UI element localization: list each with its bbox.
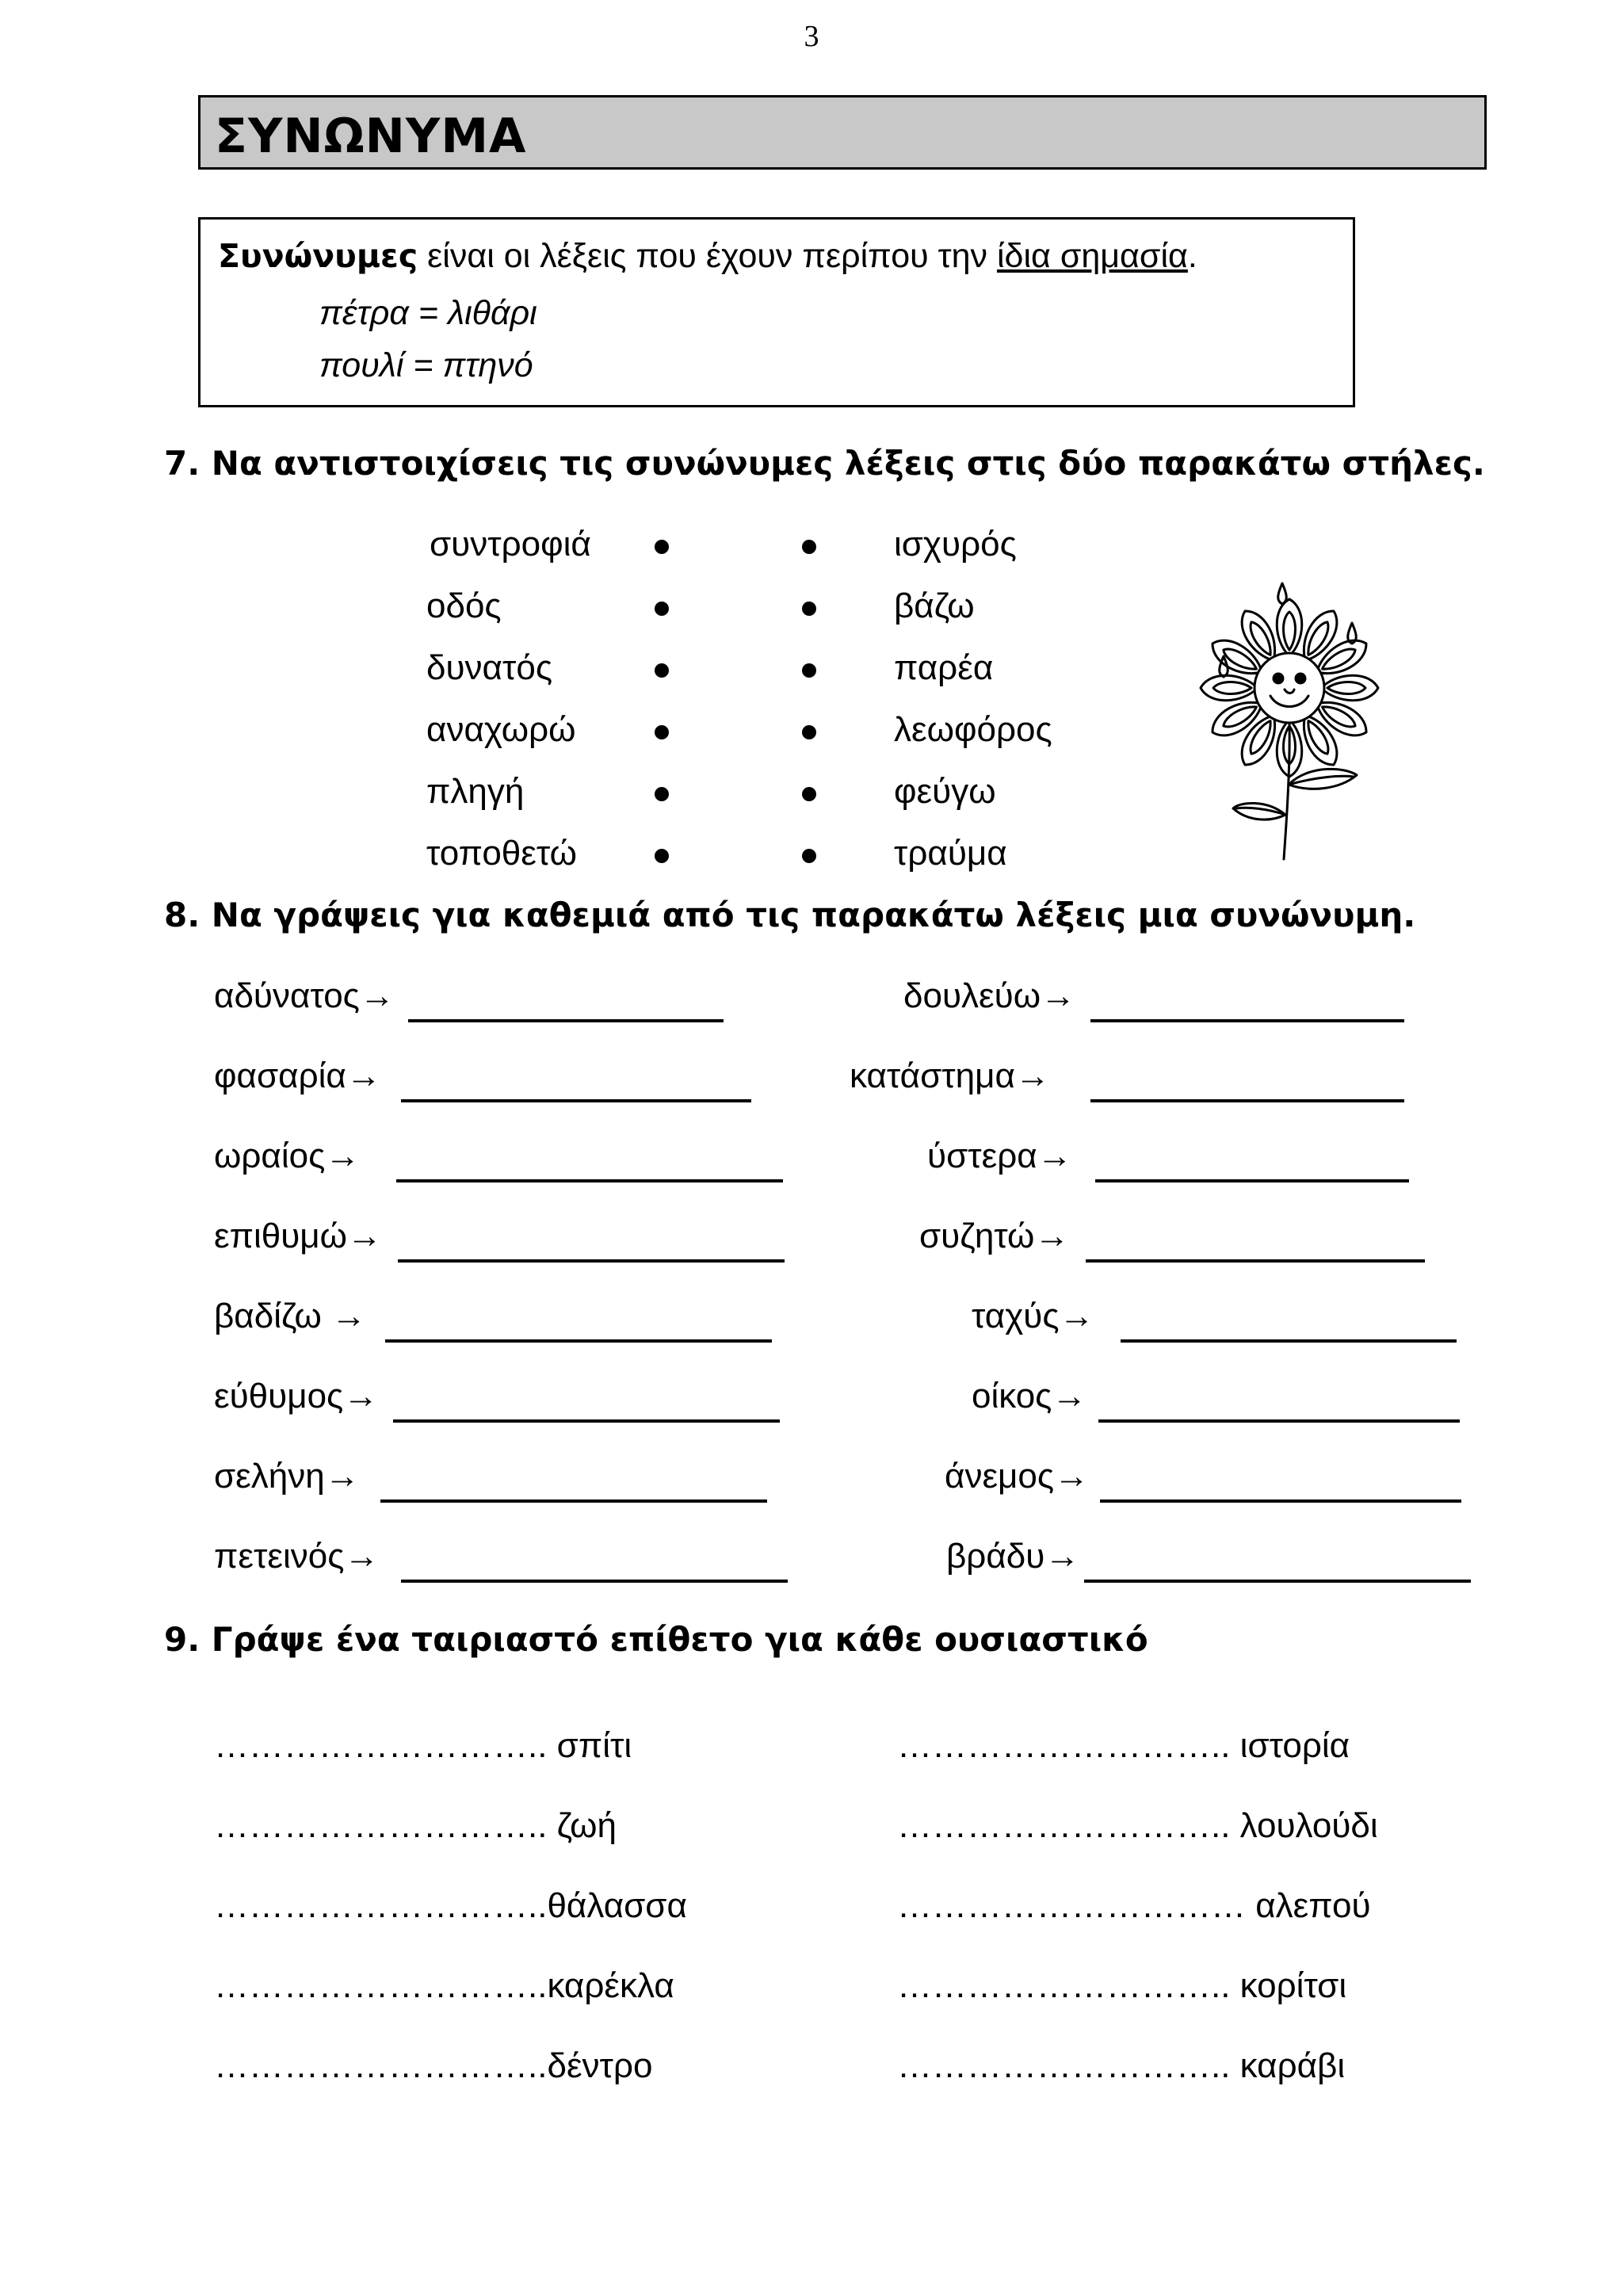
match-right-word: φεύγω <box>894 772 996 811</box>
match-left-word: πληγή <box>426 772 525 811</box>
definition-end: . <box>1187 237 1197 275</box>
synonym-word: πετεινός→ <box>214 1537 380 1576</box>
synonym-word: επιθυμώ→ <box>214 1217 382 1255</box>
definition-body: είναι οι λέξεις που έχουν περίπου την <box>418 237 997 275</box>
synonym-word: οίκος→ <box>972 1377 1087 1415</box>
arrow-icon: → <box>346 1056 381 1095</box>
match-right-word: βάζω <box>894 586 975 625</box>
adjective-blank-row[interactable]: ………………………..δέντρο <box>214 2046 653 2085</box>
adjective-blank-row[interactable]: ……………………….. ιστορία <box>897 1726 1350 1765</box>
match-left-word: οδός <box>426 586 502 625</box>
match-dot-right[interactable] <box>802 540 816 554</box>
definition-example-1: πέτρα = λιθάρι <box>319 294 537 332</box>
match-right-word: λεωφόρος <box>894 710 1052 749</box>
page-number: 3 <box>804 20 819 53</box>
synonym-word: άνεμος→ <box>945 1457 1090 1496</box>
adjective-blank-row[interactable]: ………………………..καρέκλα <box>214 1966 674 2005</box>
arrow-icon: → <box>344 1537 380 1576</box>
page-title: ΣΥΝΩΝΥΜΑ <box>215 109 527 164</box>
answer-line[interactable] <box>1095 1179 1409 1182</box>
flower-icon <box>1190 577 1398 862</box>
definition-text <box>218 237 1197 276</box>
match-right-word: παρέα <box>894 648 994 687</box>
adjective-blank-row[interactable]: ………………………..θάλασσα <box>214 1886 687 1925</box>
match-left-word: δυνατός <box>426 648 553 687</box>
match-dot-right[interactable] <box>802 787 816 801</box>
adjective-blank-row[interactable]: ……………………….. κορίτσι <box>897 1966 1347 2005</box>
definition-underlined: ίδια σημασία <box>996 237 1188 275</box>
title-banner <box>198 95 1487 170</box>
match-dot-left[interactable] <box>655 540 669 554</box>
definition-box <box>198 217 1355 407</box>
answer-line[interactable] <box>1084 1580 1471 1583</box>
answer-line[interactable] <box>401 1099 751 1102</box>
arrow-icon: → <box>343 1377 379 1415</box>
match-dot-left[interactable] <box>655 663 669 678</box>
answer-line[interactable] <box>1121 1339 1457 1343</box>
match-dot-right[interactable] <box>802 849 816 863</box>
synonym-word: βράδυ→ <box>946 1537 1080 1576</box>
arrow-icon: → <box>331 1297 367 1335</box>
answer-line[interactable] <box>393 1419 780 1423</box>
arrow-icon: → <box>1034 1217 1070 1255</box>
adjective-blank-row[interactable]: ……………………….. καράβι <box>897 2046 1346 2085</box>
synonym-word: βαδίζω → <box>214 1297 367 1335</box>
adjective-blank-row[interactable]: ……………………….. λουλούδι <box>897 1806 1378 1845</box>
synonym-word: σελήνη→ <box>214 1457 360 1496</box>
answer-line[interactable] <box>1098 1419 1460 1423</box>
match-dot-left[interactable] <box>655 849 669 863</box>
answer-line[interactable] <box>396 1179 783 1182</box>
match-dot-right[interactable] <box>802 725 816 739</box>
answer-line[interactable] <box>408 1019 724 1022</box>
match-left-word: τοποθετώ <box>426 834 578 873</box>
arrow-icon: → <box>324 1457 360 1496</box>
answer-line[interactable] <box>398 1259 785 1263</box>
adjective-blank-row[interactable]: ……………………….. σπίτι <box>214 1726 632 1765</box>
answer-line[interactable] <box>1100 1499 1461 1503</box>
arrow-icon: → <box>325 1137 361 1175</box>
arrow-icon: → <box>1041 976 1076 1015</box>
answer-line[interactable] <box>1090 1019 1404 1022</box>
synonym-word: δουλεύω→ <box>903 976 1076 1015</box>
definition-term: Συνώνυμες <box>218 237 418 275</box>
synonym-word: ωραίος→ <box>214 1137 361 1175</box>
exercise-8-heading: 8. Να γράψεις για καθεμιά από τις παρακάτω λέξεις μια συνώνυμη. <box>164 896 1416 934</box>
synonym-word: φασαρία→ <box>214 1056 381 1095</box>
answer-line[interactable] <box>401 1580 788 1583</box>
match-dot-left[interactable] <box>655 787 669 801</box>
match-right-word: τραύμα <box>894 834 1007 873</box>
arrow-icon: → <box>1054 1457 1090 1496</box>
arrow-icon: → <box>1044 1537 1080 1576</box>
match-dot-right[interactable] <box>802 663 816 678</box>
match-left-word: συντροφιά <box>430 525 591 563</box>
match-dot-right[interactable] <box>802 602 816 616</box>
arrow-icon: → <box>359 976 395 1015</box>
synonym-word: ταχύς→ <box>972 1297 1094 1335</box>
synonym-word: εύθυμος→ <box>214 1377 379 1415</box>
synonym-word: αδύνατος→ <box>214 976 395 1015</box>
arrow-icon: → <box>1014 1056 1050 1095</box>
synonym-word: συζητώ→ <box>919 1217 1070 1255</box>
answer-line[interactable] <box>385 1339 772 1343</box>
arrow-icon: → <box>1037 1137 1072 1175</box>
arrow-icon: → <box>1059 1297 1094 1335</box>
match-dot-left[interactable] <box>655 725 669 739</box>
match-right-word: ισχυρός <box>894 525 1017 563</box>
synonym-word: κατάστημα→ <box>850 1056 1050 1095</box>
answer-line[interactable] <box>1086 1259 1425 1263</box>
match-left-word: αναχωρώ <box>426 710 576 749</box>
arrow-icon: → <box>1052 1377 1087 1415</box>
answer-line[interactable] <box>380 1499 767 1503</box>
answer-line[interactable] <box>1090 1099 1404 1102</box>
arrow-icon: → <box>347 1217 382 1255</box>
adjective-blank-row[interactable]: ……………………….. ζωή <box>214 1806 617 1845</box>
synonym-word: ύστερα→ <box>927 1137 1072 1175</box>
exercise-7-heading: 7. Να αντιστοιχίσεις τις συνώνυμες λέξεις στις δύο παρακάτω στήλες. <box>164 444 1485 483</box>
adjective-blank-row[interactable]: ………………………… αλεπού <box>897 1886 1371 1925</box>
definition-example-2: πουλί = πτηνό <box>319 346 533 384</box>
match-dot-left[interactable] <box>655 602 669 616</box>
exercise-9-heading: 9. Γράψε ένα ταιριαστό επίθετο για κάθε ουσιαστικό <box>164 1620 1148 1659</box>
